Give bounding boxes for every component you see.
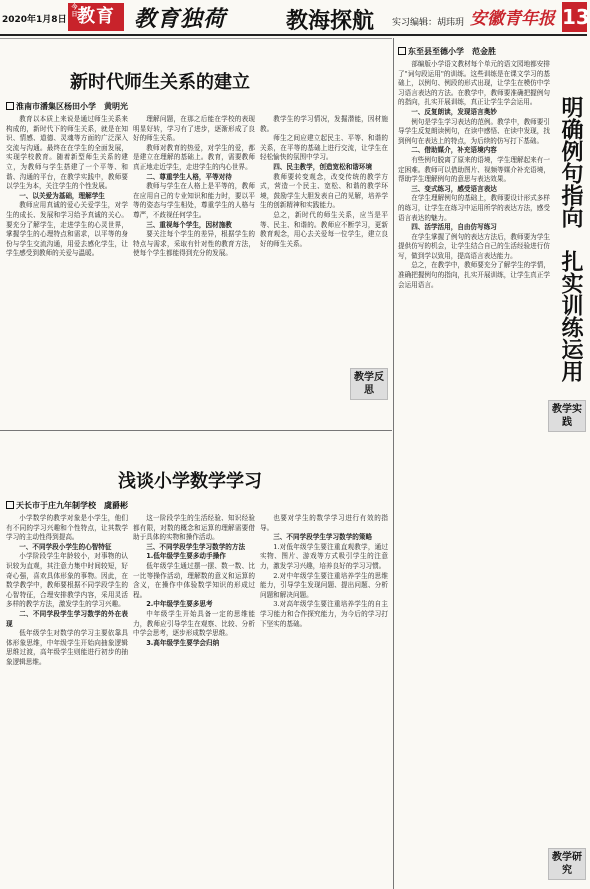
sidebar-column	[398, 60, 550, 886]
article2-title: 浅谈小学数学学习	[118, 471, 262, 492]
subheading: 三、不同学段学生学习数学的方法	[146, 542, 246, 551]
subheading: 3.高年级学生要学会归纳	[146, 638, 220, 647]
paragraph: 总之，新时代的师生关系，应当是平等、民主、和谐的。教师应不断学习，更新教育观念，用心去关爱每一位学生，建立良好的师生关系。	[260, 210, 388, 248]
subheading: 一、以关爱为基础，理解学生	[19, 191, 105, 200]
sidebar-byline-text: 东至县至德小学 范金胜	[408, 47, 496, 56]
article2-column-3	[260, 514, 388, 886]
paragraph: 要关注每个学生的差异，根据学生的特点与需求，采取有针对性的教育方法，使每个学生都能得到充分的发展。	[133, 230, 255, 258]
newspaper-logo	[68, 3, 124, 31]
article1-column-1	[6, 115, 128, 425]
subheading: 四、活学活用，自由仿写练习	[411, 223, 497, 232]
column-divider	[393, 38, 394, 889]
logo-text: 教育	[77, 6, 115, 27]
paragraph: 教师要转变观念，改变传统的教学方式，营造一个民主、宽松、和谐的教学环境，鼓励学生大胆发表自己的见解，培养学生的创新精神和实践能力。	[260, 172, 388, 210]
paragraph: 小学阶段学生年龄较小，对事物的认识较为直观，其注意力集中时间较短，好奇心强，喜欢具体形象的事物。因此，在数学教学中，教师要根据不同学段学生的心智特征，合理安排教学内容，采用灵活多样的教学方法，激发学生的学习兴趣。	[6, 552, 128, 609]
paragraph: 也要对学生的数学学习进行有效的指导。	[260, 514, 388, 532]
paragraph: 1.对低年级学生要注重直观教学，通过实物、图片、游戏等方式吸引学生的注意力，激发学习兴趣，培养良好的学习习惯。	[260, 542, 388, 570]
paragraph: 低年级学生对数学的学习主要依靠具体形象思维，中年级学生开始向抽象逻辑思维过渡，高年级学生则能进行初步的抽象逻辑思维。	[6, 629, 128, 666]
subheading: 二、尊重学生人格，平等对待	[146, 172, 232, 181]
subheading: 2.中年级学生要多思考	[146, 600, 213, 609]
subheading: 三、不同学段学生学习数学的策略	[273, 533, 373, 542]
paragraph: 这一阶段学生的生活经验、知识经验都有限，对数的概念和运算的理解需要借助于具体的实物和操作活动。	[133, 514, 255, 542]
paragraph: 教师应用真诚的爱心关爱学生，对学生的成长、发展和学习给予真诚的关心。要充分了解学生，走进学生的心灵世界，掌握学生的心理特点和需求，以平等的身份与学生交流沟通，用爱去感化学生，让学生感受到教师的关爱与温暖。	[6, 201, 128, 258]
page-number: 13	[562, 2, 587, 32]
paragraph: 3.对高年级学生要注重培养学生的自主学习能力和合作探究能力，为今后的学习打下坚实的基础。	[260, 600, 388, 628]
subheading: 一、不同学段小学生的心智特征	[19, 542, 112, 551]
masthead	[0, 0, 590, 34]
paragraph: 小学数学的教学对象是小学生，他们有不同的学习兴趣和个性特点，让其数学学习的主动性得到提高。	[6, 514, 128, 542]
sidebar-stamp: 教学实践	[548, 400, 586, 432]
article2-byline-text: 天长市于庄九年制学校 虞爵彬	[16, 501, 128, 510]
paragraph: 理解问题，在那之后能在学校的表现明显好转，学习有了进步，逐渐形成了良好的师生关系。	[133, 115, 255, 143]
paragraph: 总之，在教学中，教师要充分了解学生的学情，准确把握例句的指向，扎实开展训练，让学生真正学会运用语言。	[398, 261, 550, 289]
paragraph: 中年级学生开始具备一定的思维能力，教师应引导学生在观察、比较、分析中学会思考，逐步形成数学思维。	[133, 609, 255, 638]
top-divider	[0, 38, 392, 39]
subheading: 一、反复朗读，发现语言奥妙	[411, 107, 497, 116]
paragraph: 教师与学生在人格上是平等的，教师在应用自己的专业知识和能力时，要以平等的姿态与学生相处，尊重学生的人格与尊严，不歧视任何学生。	[133, 182, 255, 219]
article1-column-3	[260, 115, 388, 365]
paragraph: 在学生掌握了例句的表达方法后，教师要为学生提供仿写的机会，让学生结合自己的生活经验进行仿写，做到学以致用，提高语言表达能力。	[398, 232, 550, 260]
logo-small-text: 今日	[71, 4, 79, 18]
sidebar-title: 明确例句指向 扎实训练运用	[558, 96, 584, 382]
paragraph: 低年级学生通过摆一摆、数一数、比一比等操作活动，理解数的意义和运算的含义，在操作中体验数学知识的形成过程。	[133, 561, 255, 599]
article1-title: 新时代师生关系的建立	[70, 72, 250, 93]
article1-column-2	[133, 115, 255, 425]
paragraph: 部编版小学语文教材每个单元的语文园地都安排了"词句段运用"的训练。这些训练是在课文学习的基础上，以例句、例段的形式出现，让学生在模仿中学习语言表达的方法。在教学中，教师要准确把握例句的指向，扎实开展训练，真正让学生学会运用。	[398, 60, 550, 107]
editor-credit: 实习编辑：胡玮玥	[392, 18, 465, 28]
paragraph: 教师对教育的热爱，对学生的爱，都是建立在理解的基础上。教育，需要教师真正地走近学生，走进学生的内心世界。	[133, 143, 255, 171]
subheading: 三、重视每个学生，因材施教	[146, 220, 232, 229]
subheading: 四、民主教学，创造宽松和谐环境	[273, 162, 373, 171]
sidebar-stamp-bottom: 教学研究	[548, 848, 586, 880]
section-title: 教海探航	[286, 9, 375, 34]
paragraph: 例句是学生学习表达的范例。教学中，教师要引导学生反复朗读例句，在读中感悟、在读中发现，找到例句在表达上的特点，为后续的仿写打下基础。	[398, 117, 550, 145]
article-divider	[0, 430, 392, 431]
article2-column-1	[6, 514, 128, 886]
subheading: 二、不同学段学生学习数学的外在表现	[6, 609, 128, 628]
section-stamp: 教学反思	[350, 368, 388, 400]
subheading: 二、借助媒介，补充语境内容	[411, 146, 497, 155]
calligraphy-title: 教育独荷	[134, 6, 227, 32]
paragraph: 有些例句脱离了原来的语境，学生理解起来有一定困难。教师可以借助图片、视频等媒介补充语境，帮助学生理解例句的意思与表达效果。	[398, 155, 550, 184]
paragraph: 教育以本质上来说是通过师生关系来构成的，新时代下的师生关系，就是在知识、情感、道德、灵魂等方面的广泛深入交流与沟通。最终在在学生的全面发展，实现学校教育。随着新型师生关系的建立，为教师与学生搭建了一个平等、和谐、沟通的平台，在教学实践中，教师要以学生为本，关注学生的个性发展。	[6, 115, 128, 191]
article1-byline	[6, 101, 128, 112]
sidebar-byline	[398, 46, 496, 57]
paragraph: 师生之间应建立起民主、平等、和谐的关系，在平等的基础上进行交流，让学生在轻松愉快的氛围中学习。	[260, 134, 388, 162]
article2-column-2	[133, 514, 255, 886]
masthead-rule	[0, 34, 587, 36]
article1-byline-text: 淮南市潘集区杨田小学 黄明光	[16, 102, 128, 111]
subheading: 三、变式练习，感受语言表达	[411, 184, 497, 193]
issue-date: 2020年1月8日	[2, 15, 67, 25]
article2-byline	[6, 500, 128, 511]
paragraph: 教学生的学习情况，发掘潜能，因材施教。	[260, 115, 388, 133]
subheading: 1.低年级学生要多动手操作	[146, 552, 226, 561]
paragraph: 在学生理解例句的基础上，教师要设计形式多样的练习，让学生在练习中运用所学的表达方法，感受语言表达的魅力。	[398, 194, 550, 222]
paragraph: 2.对中年级学生要注重培养学生的思维能力，引导学生发现问题、提出问题、分析问题和解决问题。	[260, 571, 388, 599]
paper-name: 安徽青年报	[470, 9, 555, 29]
